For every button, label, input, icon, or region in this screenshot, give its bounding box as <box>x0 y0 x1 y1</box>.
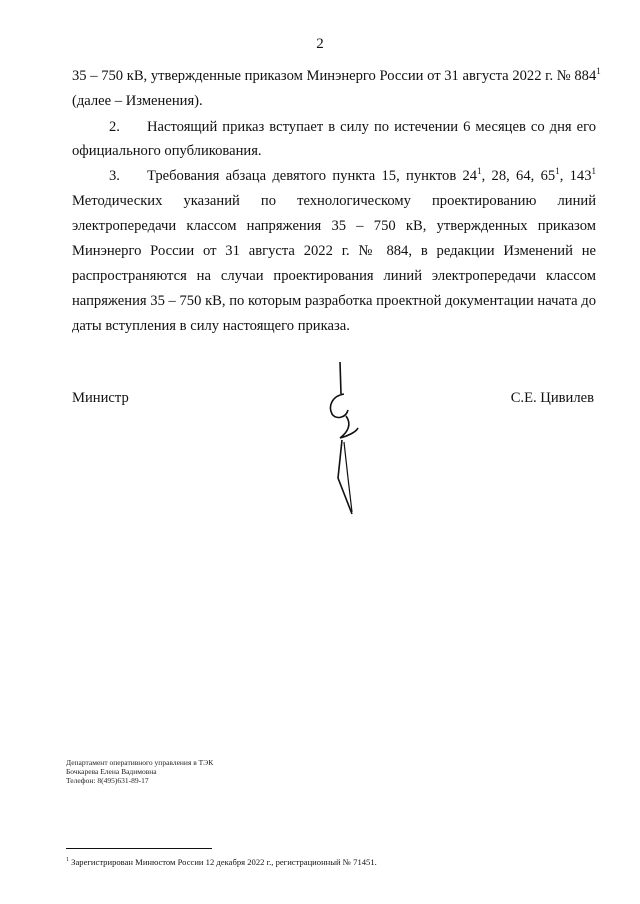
handwritten-signature <box>318 358 368 518</box>
signatory-title: Министр <box>72 390 129 406</box>
paragraph-3-line-1 <box>72 164 596 188</box>
body-text: 35 – 750 кВ, утвержденные приказом Минэнерго России от 31 августа 2022 г. № 884 <box>72 68 597 84</box>
paragraph-2-line-1 <box>72 115 596 139</box>
body-text: , 143 <box>559 168 592 184</box>
paragraph-2-line-2: официального опубликования. <box>72 143 262 159</box>
executor-phone: Телефон: 8(495)631-89-17 <box>66 776 149 785</box>
paragraph-number: 2. <box>109 119 120 135</box>
page-number: 2 <box>316 36 324 52</box>
paragraph-3-line-7: даты вступления в силу настоящего приказа. <box>72 318 350 334</box>
body-line-1 <box>72 64 601 88</box>
superscript: 1 <box>555 166 560 177</box>
paragraph-3-line-4: Минэнерго России от 31 августа 2022 г. № 884, в редакции Изменений не <box>72 243 596 259</box>
executor-name: Бочкарева Елена Вадимовна <box>66 767 157 776</box>
footnote <box>66 857 377 867</box>
footnote-mark: 1 <box>66 857 69 864</box>
footnote-text: Зарегистрирован Минюстом России 12 декабря 2022 г., регистрационный № 71451. <box>71 857 377 867</box>
superscript: 1 <box>477 166 482 177</box>
paragraph-3-line-5: распространяются на случаи проектирования линий электропередачи классом <box>72 268 596 284</box>
executor-department: Департамент оперативного управления в ТЭК <box>66 758 214 767</box>
body-text: Настоящий приказ вступает в силу по истечении 6 месяцев со дня его <box>147 119 596 135</box>
paragraph-3-line-3: электропередачи классом напряжения 35 – 750 кВ, утвержденных приказом <box>72 218 596 234</box>
paragraph-number: 3. <box>109 168 120 184</box>
body-text: , 28, 64, 65 <box>481 168 556 184</box>
paragraph-3-line-2: Методических указаний по технологическому проектированию линий <box>72 193 596 209</box>
footnote-divider <box>66 848 212 849</box>
footnote-ref: 1 <box>596 66 601 77</box>
superscript: 1 <box>591 166 597 177</box>
signatory-name: С.Е. Цивилев <box>510 390 594 406</box>
body-text: Требования абзаца девятого пункта 15, пунктов 24 <box>147 168 478 184</box>
paragraph-3-line-6: напряжения 35 – 750 кВ, по которым разработка проектной документации начата до <box>72 293 596 309</box>
body-line-2: (далее – Изменения). <box>72 93 203 109</box>
